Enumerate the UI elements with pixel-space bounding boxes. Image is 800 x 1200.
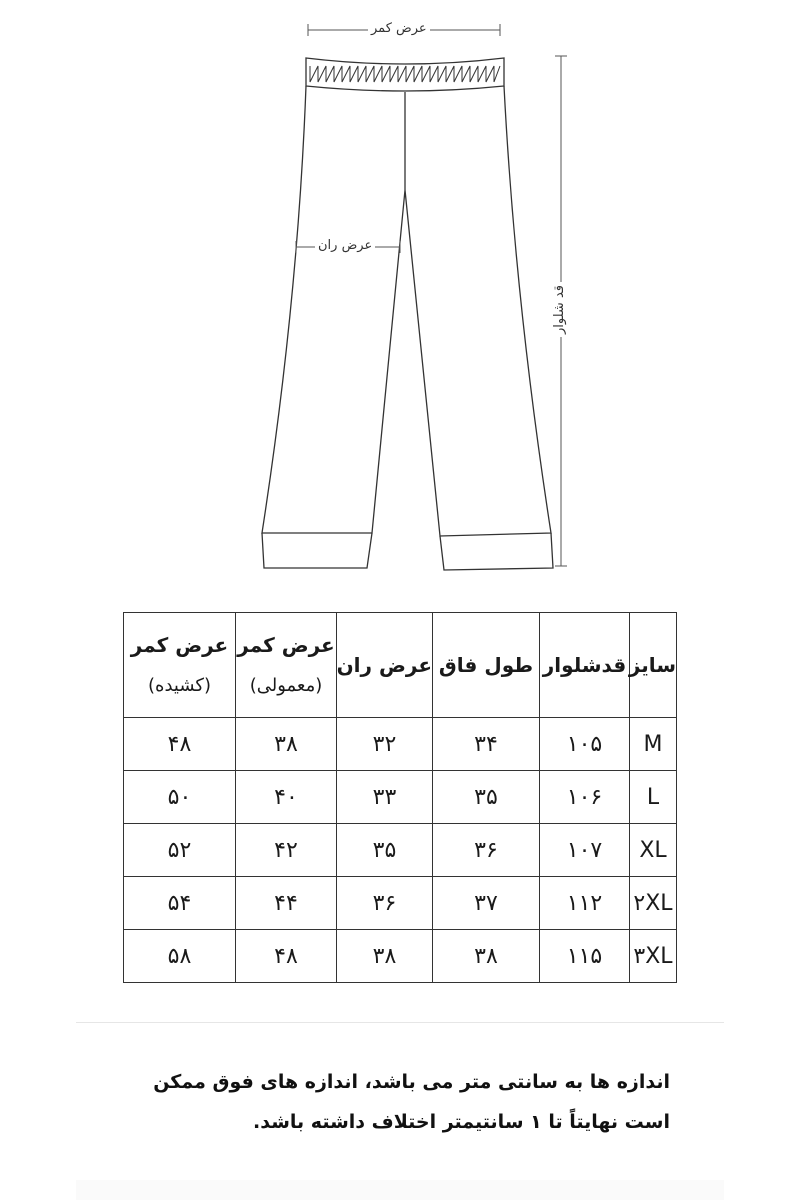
section-divider xyxy=(76,1022,724,1023)
bottom-shade xyxy=(76,1180,724,1200)
cell-size: ۲XL xyxy=(630,877,677,930)
waist-dimension-label: عرض کمر xyxy=(368,21,430,36)
cell-thigh-width: ۳۲ xyxy=(337,718,433,771)
cell-size: ۳XL xyxy=(630,930,677,983)
header-waist-stretched: عرض کمر (کشیده) xyxy=(124,613,236,718)
cell-waist-stretched: ۵۰ xyxy=(124,771,236,824)
cell-rise-length: ۳۷ xyxy=(433,877,540,930)
table-row xyxy=(124,877,677,930)
cell-thigh-width: ۳۵ xyxy=(337,824,433,877)
cell-waist-stretched: ۵۴ xyxy=(124,877,236,930)
cell-rise-length: ۳۵ xyxy=(433,771,540,824)
note-line-2: است نهایتاً تا ۱ سانتیمتر اختلاف داشته باشد. xyxy=(253,1111,670,1133)
cell-rise-length: ۳۸ xyxy=(433,930,540,983)
cell-pants-length: ۱۰۶ xyxy=(540,771,630,824)
table-row xyxy=(124,718,677,771)
cell-waist-normal: ۳۸ xyxy=(236,718,337,771)
header-thigh-width: عرض ران xyxy=(337,613,433,718)
header-waist-normal: عرض کمر (معمولی) xyxy=(236,613,337,718)
cell-rise-length: ۳۶ xyxy=(433,824,540,877)
cell-waist-normal: ۴۲ xyxy=(236,824,337,877)
cell-size: M xyxy=(630,718,677,771)
header-size: سایز xyxy=(630,613,677,718)
pants-outline xyxy=(262,86,551,536)
table-row xyxy=(124,771,677,824)
cell-size: XL xyxy=(630,824,677,877)
cell-pants-length: ۱۱۲ xyxy=(540,877,630,930)
cell-pants-length: ۱۰۵ xyxy=(540,718,630,771)
cell-waist-normal: ۴۸ xyxy=(236,930,337,983)
thigh-dimension-label: عرض ران xyxy=(315,238,375,253)
cell-size: L xyxy=(630,771,677,824)
table-row xyxy=(124,930,677,983)
cell-waist-stretched: ۵۲ xyxy=(124,824,236,877)
right-cuff xyxy=(440,533,553,570)
cell-rise-length: ۳۴ xyxy=(433,718,540,771)
note-line-1: اندازه ها به سانتی متر می باشد، اندازه های فوق ممکن xyxy=(153,1071,670,1093)
cell-thigh-width: ۳۶ xyxy=(337,877,433,930)
table-header-row xyxy=(124,613,677,718)
cell-pants-length: ۱۱۵ xyxy=(540,930,630,983)
table-row xyxy=(124,824,677,877)
header-rise-length: طول فاق xyxy=(433,613,540,718)
cell-thigh-width: ۳۳ xyxy=(337,771,433,824)
cell-pants-length: ۱۰۷ xyxy=(540,824,630,877)
size-table xyxy=(123,612,677,983)
cell-waist-stretched: ۵۸ xyxy=(124,930,236,983)
waistband-zigzag xyxy=(310,66,500,82)
size-table-container xyxy=(123,612,676,983)
measurement-note xyxy=(100,1062,670,1142)
cell-waist-stretched: ۴۸ xyxy=(124,718,236,771)
length-dimension-label: قد شلوار xyxy=(552,282,567,337)
cell-waist-normal: ۴۴ xyxy=(236,877,337,930)
header-pants-length: قدشلوار xyxy=(540,613,630,718)
left-cuff xyxy=(262,533,372,568)
cell-waist-normal: ۴۰ xyxy=(236,771,337,824)
cell-thigh-width: ۳۸ xyxy=(337,930,433,983)
